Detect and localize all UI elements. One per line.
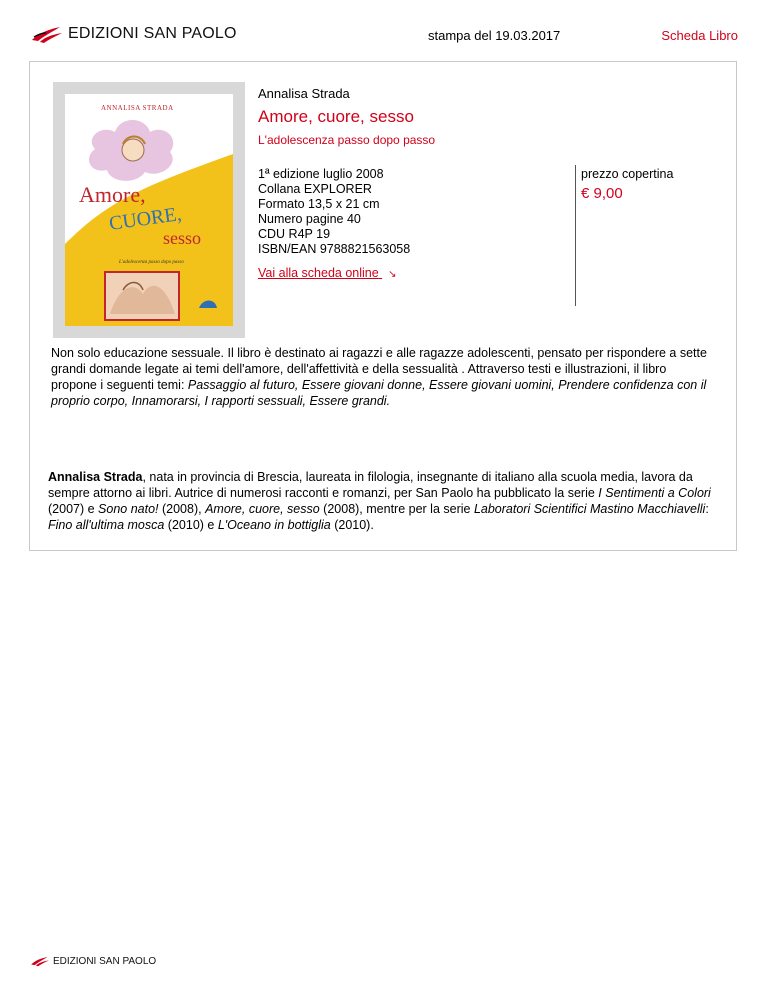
bio-text-7: (2010). bbox=[330, 518, 374, 532]
book-info bbox=[258, 86, 718, 280]
cover-title-line2: CUORE, bbox=[107, 203, 183, 235]
footer-logo bbox=[30, 955, 156, 967]
footer-publisher-name: EDIZIONI SAN PAOLO bbox=[53, 955, 157, 967]
document-type-label: Scheda Libro bbox=[661, 28, 738, 43]
arrow-down-right-icon: ↘ bbox=[388, 269, 397, 280]
cover-author: ANNALISA STRADA bbox=[101, 104, 174, 112]
edition: 1ª edizione luglio 2008 bbox=[258, 167, 384, 181]
book-card bbox=[29, 61, 737, 551]
print-date: stampa del 19.03.2017 bbox=[428, 28, 561, 43]
cover-subtitle: L'adolescenza passo dopo passo bbox=[119, 260, 184, 265]
book-subtitle: L'adolescenza passo dopo passo bbox=[258, 133, 436, 147]
book-author: Annalisa Strada bbox=[258, 86, 350, 101]
isbn: ISBN/EAN 9788821563058 bbox=[258, 242, 411, 256]
cover-title-line3: sesso bbox=[163, 228, 202, 248]
bio-italic-3: Amore, cuore, sesso bbox=[205, 502, 320, 516]
description-text: Non solo educazione sessuale. Il libro è destinato ai ragazzi e alle ragazze adolescenti, pensato per rispondere a sette grandi domande legate ai temi dell'amore, dell'affettività e della sessualità . Attraverso testi e illustrazioni, il libro propone i seguenti temi: bbox=[51, 346, 707, 392]
book-description bbox=[51, 345, 711, 409]
bio-italic-4: Laboratori Scientifici Mastino Macchiavelli bbox=[473, 502, 706, 516]
cdu-code: CDU R4P 19 bbox=[258, 227, 331, 241]
price-divider bbox=[575, 165, 576, 306]
bio-italic-1: I Sentimenti a Colori bbox=[598, 486, 711, 500]
book-cover-image bbox=[65, 94, 233, 326]
bio-text-1: , nata in provincia di Brescia, laureata in filologia, insegnante di italiano alla scuola media, lavora da sempre attorno ai libri. Autrice di numerosi racconti e romanzi, per San Paolo ha pubblicato la serie bbox=[48, 470, 693, 500]
page-count: Numero pagine 40 bbox=[258, 212, 361, 226]
bio-italic-2: Sono nato! bbox=[98, 502, 159, 516]
bio-text-2: (2007) e bbox=[48, 502, 99, 516]
online-link-label: Vai alla scheda online bbox=[258, 266, 379, 280]
author-bio bbox=[48, 469, 720, 533]
bio-author-name: Annalisa Strada bbox=[48, 470, 143, 484]
book-details bbox=[258, 167, 410, 257]
page-header bbox=[0, 0, 768, 60]
san-paolo-logo-icon bbox=[30, 955, 50, 967]
format: Formato 13,5 x 21 cm bbox=[258, 197, 380, 211]
bio-text-4: (2008), mentre per la serie bbox=[319, 502, 474, 516]
bio-italic-5: Fino all'ultima mosca bbox=[48, 518, 165, 532]
bio-italic-6: L'Oceano in bottiglia bbox=[217, 518, 331, 532]
san-paolo-logo-icon bbox=[30, 24, 64, 44]
description-topics: Passaggio al futuro, Essere giovani donne, Essere giovani uomini, Prendere confidenza con il proprio corpo, Innamorarsi, I rapporti sessuali, Essere grandi. bbox=[51, 378, 707, 408]
price-box bbox=[581, 167, 673, 202]
cover-frame bbox=[53, 82, 245, 338]
price-value: € 9,00 bbox=[581, 185, 623, 202]
bio-text-6: (2010) e bbox=[164, 518, 218, 532]
series: Collana EXPLORER bbox=[258, 182, 372, 196]
bio-text-3: (2008), bbox=[158, 502, 206, 516]
publisher-name: EDIZIONI SAN PAOLO bbox=[68, 25, 237, 42]
cover-title-line1: Amore, bbox=[79, 182, 146, 207]
publisher-logo bbox=[30, 24, 237, 44]
bio-text-5: : bbox=[705, 502, 709, 516]
price-label: prezzo copertina bbox=[581, 167, 674, 181]
book-title: Amore, cuore, sesso bbox=[258, 107, 414, 126]
online-page-link[interactable] bbox=[258, 266, 397, 280]
